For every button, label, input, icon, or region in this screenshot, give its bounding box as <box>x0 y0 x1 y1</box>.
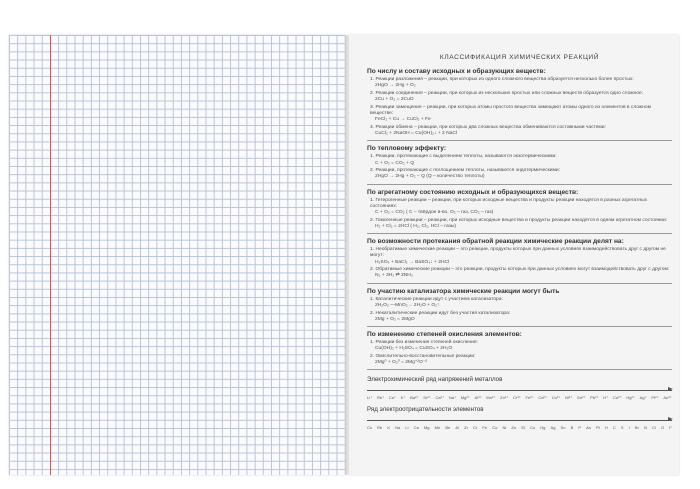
reaction-item <box>370 154 672 166</box>
metal-ion: Ba²⁺ <box>410 395 419 401</box>
element-symbol: N <box>644 425 647 431</box>
element-symbol: S <box>620 425 624 431</box>
reaction-text: 2. Некаталитические реакции идут без участия катализатора: <box>370 310 511 316</box>
reaction-formula: 2Mg + O₂ = 2MgO <box>375 316 415 322</box>
element-symbol: O <box>660 425 665 431</box>
element-symbol: Ca <box>413 425 419 431</box>
element-symbol: Al <box>455 425 460 431</box>
element-symbol: Be <box>445 425 451 431</box>
element-symbol: Zr <box>464 425 468 431</box>
section-heading: По возможности протекания обратной реакции химические реакции делят на: <box>367 238 624 246</box>
metal-ion: Cu²⁺ <box>612 395 622 401</box>
reaction-item <box>370 354 672 366</box>
metal-ion: Sr²⁺ <box>423 395 431 401</box>
page-title: КЛАССИФИКАЦИЯ ХИМИЧЕСКИХ РЕАКЦИЙ <box>439 54 600 61</box>
element-symbol: B <box>570 425 574 431</box>
section-heading: По участию катализатора химические реакции могут быть <box>367 287 560 295</box>
electronegativity-arrow <box>367 416 672 421</box>
section-heading: По агрегатному состоянию исходных и образующихся веществ: <box>367 188 579 196</box>
reaction-item <box>370 168 672 180</box>
reaction-text: 4. Реакции обмена – реакции, при которых два сложных вещества обмениваются составными частями: <box>370 124 606 130</box>
reaction-text: 2. Обратимые химические реакции – это реакции, продукты которых при данных условиях могут взаимодействовать друг с другом: <box>370 267 670 273</box>
reaction-item <box>370 218 672 230</box>
section-divider <box>367 326 672 327</box>
element-symbol: Cu <box>529 425 536 431</box>
metal-ion: Fe²⁺ <box>525 395 534 401</box>
margin-line <box>50 35 51 475</box>
electronegativity-heading: Ряд электроотрицательности элементов <box>367 406 484 414</box>
reaction-formula: 2Mg⁰ + O₂⁰ = 2Mg⁺²O⁻² <box>375 360 428 366</box>
element-symbol: Sn <box>560 425 566 431</box>
metals-series <box>367 395 672 400</box>
section-heading: По тепловому эффекту: <box>367 145 447 153</box>
element-symbol: P <box>578 425 582 431</box>
reaction-formula: 2HgO → 2Hg + O₂ <box>375 83 416 89</box>
metal-ion: Rb⁺ <box>376 395 385 401</box>
reaction-text: 2. Гомогенные реакции – реакции, при которых исходные вещества и продукты реакции находятся в одном агрегатном состоянии: <box>370 217 668 223</box>
reaction-formula: 2Cu + O₂ = 2CuO <box>375 97 414 103</box>
element-symbol: Br <box>634 425 639 431</box>
section-divider <box>367 140 672 141</box>
metals-series-heading: Электрохимический ряд напряжений металлов <box>367 376 503 384</box>
reference-content <box>367 54 672 430</box>
metal-ion: Ca²⁺ <box>435 395 445 401</box>
reaction-item <box>370 311 672 323</box>
electronegativity-series <box>367 425 672 430</box>
reaction-formula: C + O₂ = CO₂ + Q <box>375 160 414 166</box>
metal-ion: Li⁺ <box>367 395 373 401</box>
element-symbol: Hg <box>540 425 546 431</box>
element-symbol: Zn <box>511 425 517 431</box>
element-symbol: I <box>628 425 630 431</box>
metal-ion: Co²⁺ <box>551 395 561 401</box>
reaction-item <box>370 198 672 217</box>
element-symbol: C <box>612 425 616 431</box>
section-divider <box>367 369 672 370</box>
element-symbol: As <box>586 425 591 431</box>
reaction-formula: FeCl₂ + Cu → CuCl₂ + Fe <box>375 117 431 123</box>
reaction-formula: CuCl₂ + 2NaOH = Cu(OH)₂↓ + 2 NaCl <box>375 131 457 137</box>
metals-series-arrow <box>367 386 672 391</box>
reaction-text: 3. Реакции замещения – реакции, при которых атомы простого вещества замещают атомы одного из элементов в сложном веществе: <box>370 104 651 117</box>
metal-ion: Au³⁺ <box>663 395 672 401</box>
element-symbol: Na <box>395 425 401 431</box>
metal-ion: Sn²⁺ <box>577 395 586 401</box>
notebook-grid-page <box>9 35 345 475</box>
reaction-text: 2. Реакции соединения – реакции, при которых из нескольких простых или сложных веществ образуется одно сложное: <box>370 90 644 96</box>
element-symbol: Rb <box>377 425 383 431</box>
element-symbol: Mn <box>434 425 441 431</box>
sections-container <box>367 68 672 370</box>
metal-ion: Cs⁺ <box>388 395 397 401</box>
element-symbol: Ag <box>550 425 556 431</box>
reaction-formula: H₂SO₄ + BaCl₂ → BaSO₄↓ + 2HCl <box>375 259 450 265</box>
element-symbol: Mg <box>423 425 430 431</box>
metal-ion: Ag⁺ <box>639 395 647 401</box>
metal-ion: Al³⁺ <box>474 395 482 401</box>
metal-ion: K⁺ <box>400 395 406 401</box>
reaction-text: 1. Необратимые химические реакции – это реакции, продукты которых при данных условиях взаимодействовать друг с другом не могут: <box>370 247 666 259</box>
reaction-formula: 2HgO → 2Hg + O₂ – Q (Q – количество теплоты) <box>375 174 485 180</box>
section-divider <box>367 233 672 234</box>
section-heading: По числу и составу исходных и образующих веществ: <box>367 68 546 75</box>
reaction-text: 1. Каталитические реакции идут с участием катализатора: <box>370 296 503 302</box>
metal-ion: H⁺ <box>603 395 609 401</box>
element-symbol: H <box>604 425 608 431</box>
reaction-item <box>370 91 672 103</box>
reaction-item <box>370 125 672 137</box>
element-symbol: F <box>669 425 672 431</box>
metal-ion: Mn²⁺ <box>486 395 496 401</box>
reaction-item <box>370 340 672 352</box>
element-symbol: Fe <box>482 425 488 431</box>
metal-ion: Mg²⁺ <box>460 395 470 401</box>
reference-page <box>349 35 679 475</box>
reaction-text: 2. Окислительно-восстановительные реакции: <box>370 353 476 359</box>
reaction-formula: 2H₂O₂ —MnO₂→ 2H₂O + O₂↑ <box>375 302 440 308</box>
metal-ion: Pb²⁺ <box>590 395 599 401</box>
metal-ion: Pt²⁺ <box>651 395 659 401</box>
reaction-text: 1. Реакции разложения – реакции, при которых из одного сложного вещества образуется несколько более простых: <box>370 77 634 82</box>
section-heading: По изменению степеней окисления элементов: <box>367 330 522 338</box>
element-symbol: Co <box>492 425 498 431</box>
reaction-item <box>370 105 672 124</box>
reaction-item <box>370 247 672 266</box>
metal-ion: Zn²⁺ <box>500 395 509 401</box>
metal-ion: Na⁺ <box>448 395 457 401</box>
reaction-formula: H₂ + Cl₂ = 2HCl ( H₂, Cl₂, HCl – газы) <box>375 223 457 229</box>
reaction-formula: Cu(OH)₂ + H₂SO₄ = CuSO₄ + 2H₂O <box>375 346 453 352</box>
section-divider <box>367 283 672 284</box>
section-divider <box>367 184 672 185</box>
reaction-formula: C + O₂ = CO₂ ( C – твёрдое в-во, O₂ – газ, CO₂ – газ) <box>375 210 494 216</box>
reaction-item <box>370 267 672 279</box>
reaction-text: 1. Гетерогенные реакции – реакции, при которых исходные вещества и продукты реакции находятся в разных агрегатных состояниях: <box>370 197 648 209</box>
reaction-item <box>370 297 672 309</box>
metal-ion: Hg²⁺ <box>626 395 636 401</box>
reaction-text: 1. Реакции без изменения степеней окисления: <box>370 339 478 345</box>
element-symbol: Cr <box>473 425 478 431</box>
reaction-item <box>370 77 672 89</box>
metal-ion: Cr³⁺ <box>513 395 521 401</box>
element-symbol: Pt <box>595 425 600 431</box>
element-symbol: Si <box>521 425 525 431</box>
reaction-formula: N₂ + 3H₂ ⇄ 2NH₃ <box>375 273 413 279</box>
metal-ion: Cd²⁺ <box>538 395 548 401</box>
element-symbol: Cl <box>652 425 656 431</box>
element-symbol: K <box>387 425 391 431</box>
element-symbol: Cs <box>367 425 372 431</box>
element-symbol: Ni <box>502 425 507 431</box>
reaction-text: 2. Реакции, протекающие с поглощением теплоты, называются эндотермическими: <box>370 168 560 174</box>
reaction-text: 1. Реакции, протекающие с выделением теплоты, называются экзотермическими: <box>370 154 557 160</box>
element-symbol: Li <box>405 425 409 431</box>
metal-ion: Ni²⁺ <box>565 395 573 401</box>
